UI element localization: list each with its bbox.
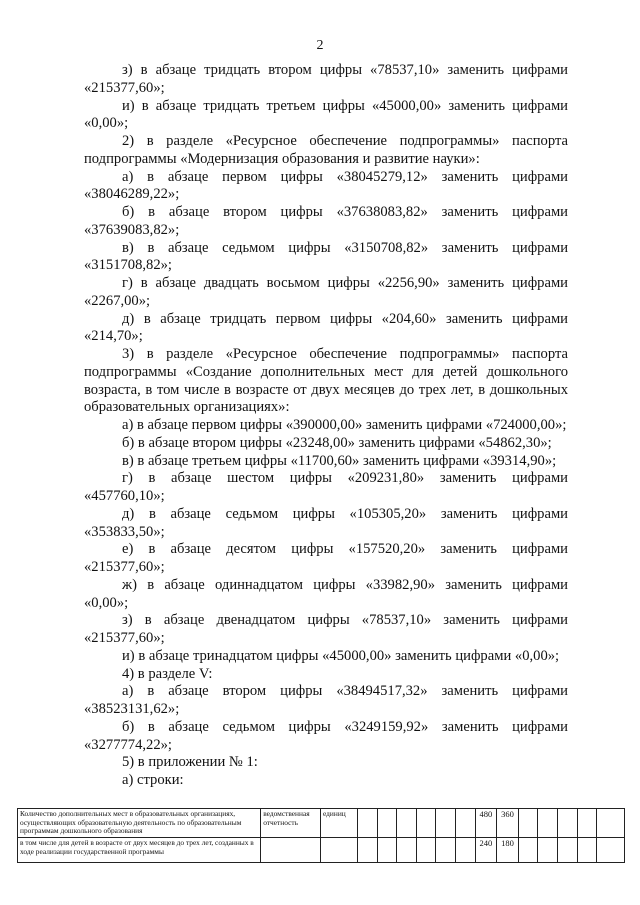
empty-cell bbox=[557, 838, 577, 863]
value-cell: 240 bbox=[475, 838, 497, 863]
empty-cell bbox=[436, 809, 456, 838]
paragraph: в) в абзаце седьмом цифры «3150708,82» заменить цифрами «3151708,82»; bbox=[84, 239, 568, 274]
paragraph: а) в абзаце первом цифры «390000,00» заменить цифрами «724000,00»; bbox=[122, 417, 567, 433]
unit-cell: единиц bbox=[320, 809, 357, 838]
paragraph: г) в абзаце двадцать восьмом цифры «2256,90» заменить цифрами «2267,00»; bbox=[84, 275, 568, 309]
paragraph: а) строки: bbox=[122, 772, 184, 788]
empty-cell bbox=[397, 809, 417, 838]
paragraph: д) в абзаце седьмом цифры «105305,20» заменить цифрами «353833,50»; bbox=[84, 505, 568, 540]
paragraph: з) в абзаце тридцать втором цифры «78537,10» заменить цифрами «215377,60»; bbox=[84, 62, 568, 96]
paragraph: 3) в разделе «Ресурсное обеспечение подпрограммы» паспорта подпрограммы «Создание дополнительных мест для детей дошкольного возраста, в том числе в возрасте от двух месяцев до трех лет, в дошкольных образовательных организациях»: bbox=[84, 346, 568, 416]
paragraph: а) в абзаце первом цифры «38045279,12» заменить цифрами «38046289,22»; bbox=[84, 168, 568, 203]
unit-cell bbox=[320, 838, 357, 863]
table-row bbox=[18, 809, 625, 838]
document-body bbox=[84, 62, 568, 790]
paragraph: д) в абзаце тридцать первом цифры «204,60» заменить цифрами «214,70»; bbox=[84, 310, 568, 345]
paragraph: 5) в приложении № 1: bbox=[122, 754, 258, 771]
empty-cell bbox=[538, 838, 558, 863]
paragraph: б) в абзаце втором цифры «37638083,82» заменить цифрами «37639083,82»; bbox=[84, 204, 568, 238]
page-number: 2 bbox=[316, 38, 324, 53]
paragraph: б) в абзаце седьмом цифры «3249159,92» заменить цифрами «3277774,22»; bbox=[84, 718, 568, 753]
paragraph: б) в абзаце втором цифры «23248,00» заменить цифрами «54862,30»; bbox=[122, 434, 552, 451]
source-cell: ведомственная отчетность bbox=[261, 809, 321, 838]
paragraph: 2) в разделе «Ресурсное обеспечение подпрограммы» паспорта подпрограммы «Модернизация образования и развитие науки»: bbox=[84, 133, 568, 167]
empty-cell bbox=[577, 838, 597, 863]
empty-cell bbox=[577, 809, 597, 838]
empty-cell bbox=[538, 809, 558, 838]
empty-cell bbox=[597, 809, 625, 838]
empty-cell bbox=[557, 809, 577, 838]
paragraph: а) в абзаце втором цифры «38494517,32» заменить цифрами «38523131,62»; bbox=[84, 683, 568, 717]
paragraph: и) в абзаце тридцать третьем цифры «45000,00» заменить цифрами «0,00»; bbox=[84, 97, 568, 132]
empty-cell bbox=[377, 838, 397, 863]
empty-cell bbox=[518, 838, 538, 863]
empty-cell bbox=[358, 838, 378, 863]
paragraph: в) в абзаце третьем цифры «11700,60» заменить цифрами «39314,90»; bbox=[122, 452, 557, 469]
indicator-table bbox=[17, 808, 625, 863]
indicator-name-cell: в том числе для детей в возрасте от двух месяцев до трех лет, созданных в ходе реализации государственной программы bbox=[18, 838, 261, 863]
empty-cell bbox=[358, 809, 378, 838]
empty-cell bbox=[597, 838, 625, 863]
paragraph: з) в абзаце двенадцатом цифры «78537,10» заменить цифрами «215377,60»; bbox=[84, 612, 568, 646]
paragraph: и) в абзаце тринадцатом цифры «45000,00» заменить цифрами «0,00»; bbox=[122, 647, 560, 664]
paragraph: г) в абзаце шестом цифры «209231,80» заменить цифрами «457760,10»; bbox=[84, 470, 568, 504]
paragraph: ж) в абзаце одиннадцатом цифры «33982,90» заменить цифрами «0,00»; bbox=[84, 576, 568, 611]
empty-cell bbox=[377, 809, 397, 838]
empty-cell bbox=[416, 809, 436, 838]
table-row bbox=[18, 838, 625, 863]
value-cell: 180 bbox=[497, 838, 519, 863]
empty-cell bbox=[518, 809, 538, 838]
source-cell bbox=[261, 838, 321, 863]
paragraph: е) в абзаце десятом цифры «157520,20» заменить цифрами «215377,60»; bbox=[84, 541, 568, 575]
empty-cell bbox=[416, 838, 436, 863]
empty-cell bbox=[455, 809, 475, 838]
empty-cell bbox=[397, 838, 417, 863]
empty-cell bbox=[455, 838, 475, 863]
value-cell: 480 bbox=[475, 809, 497, 838]
empty-cell bbox=[436, 838, 456, 863]
paragraph: 4) в разделе V: bbox=[122, 665, 213, 682]
value-cell: 360 bbox=[497, 809, 519, 838]
indicator-name-cell: Количество дополнительных мест в образовательных организациях, осуществляющих образовательную деятельность по образовательным программам дошкольного образования bbox=[18, 809, 261, 838]
